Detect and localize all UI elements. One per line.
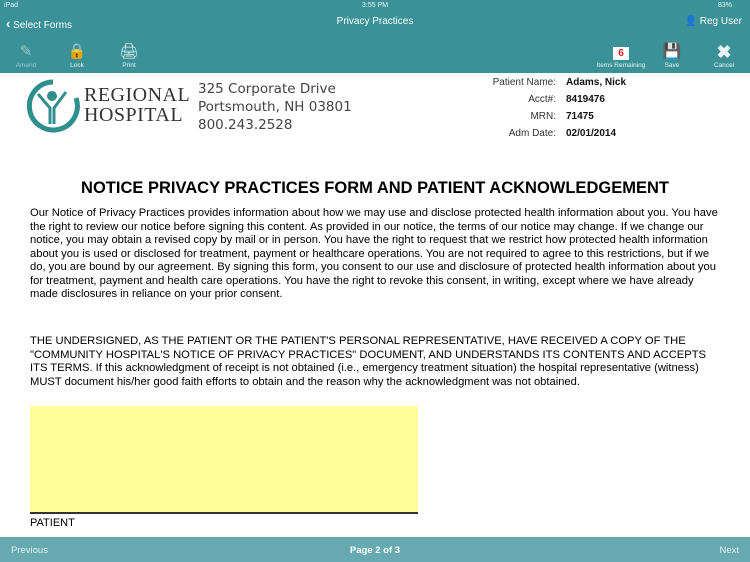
- amend-button[interactable]: ✎ Amend: [6, 44, 46, 69]
- items-remaining-badge: 6: [613, 47, 629, 60]
- pencil-icon: ✎: [19, 43, 33, 60]
- user-menu[interactable]: 👤 Reg User: [684, 16, 742, 27]
- patient-info: [470, 74, 626, 142]
- pager-bar: [0, 537, 750, 562]
- lock-icon: 🔒: [67, 43, 87, 60]
- page-title: Privacy Practices: [336, 16, 414, 27]
- close-icon: ✖: [716, 42, 732, 62]
- chevron-left-icon: ‹: [6, 16, 11, 31]
- consent-paragraph: Our Notice of Privacy Practices provides information about how we may use and disclose protected health information about you. You have the right to review our notice before signing this content. As provided in our notice, the terms of our notice may change. If we change our notice, you may obtain a revised copy by mail or in person. You have the right to request that we restrict how protected health information about you is used or disclosed for treatment, payment or healthcare operations. You are not required to agree to this restrictions, but if we do, you are bound by our agreement. By signing this form, you consent to our use and disclosure of protected health information about you for treatment, payment and health care operations. You have the right to revoke this consent, in writing, except where we have already made disclosures in reliance on your prior consent.: [30, 207, 718, 300]
- items-remaining-button[interactable]: 6 Items Remaining: [596, 48, 646, 69]
- printer-icon: 🖨: [119, 43, 139, 60]
- page-indicator: Page 2 of 3: [349, 545, 401, 556]
- account-row: Acct#: 8419476: [528, 94, 605, 105]
- save-icon: 💾: [662, 43, 682, 60]
- document-title: NOTICE PRIVACY PRACTICES FORM AND PATIENT ACKNOWLEDGEMENT: [81, 179, 669, 197]
- acknowledgement-paragraph: THE UNDERSIGNED, AS THE PATIENT OR THE PATIENT'S PERSONAL REPRESENTATIVE, HAVE RECEIVED A COPY OF THE "COMMUNITY HOSPITAL'S NOTICE OF PRIVACY PRACTICES" DOCUMENT, AND UNDERSTANDS ITS CONTENTS AND ACCEPTS ITS TERMS. If this acknowledgment of receipt is not obtained (i.e., emergency treatment situation) the hospital representative (witness) MUST document his/her good faith efforts to obtain and the reason why the acknowledgment was not obtained.: [30, 335, 707, 388]
- clock: 3:55 PM: [362, 2, 389, 9]
- save-button[interactable]: 💾 Save: [652, 44, 692, 69]
- hospital-name: REGIONAL HOSPITAL: [84, 84, 191, 126]
- previous-button[interactable]: Previous: [11, 545, 48, 556]
- hospital-logo-icon: [24, 78, 82, 134]
- admission-date-row: Adm Date: 02/01/2014: [508, 128, 617, 139]
- next-button[interactable]: Next: [719, 545, 739, 556]
- mrn-row: MRN: 71475: [530, 111, 594, 122]
- device-label: iPad: [4, 2, 19, 9]
- app-header: [0, 0, 750, 73]
- lock-button[interactable]: 🔒 Lock: [57, 44, 97, 69]
- hospital-address: 325 Corporate Drive Portsmouth, NH 03801 800.243.2528: [198, 81, 352, 133]
- patient-signature-field[interactable]: [30, 406, 418, 514]
- print-button[interactable]: 🖨 Print: [109, 44, 149, 69]
- patient-name-row: Patient Name: Adams, Nick: [492, 77, 627, 88]
- cancel-button[interactable]: ✖ Cancel: [704, 44, 744, 69]
- battery-level: 83%: [717, 2, 732, 9]
- back-button[interactable]: ‹ Select Forms: [6, 16, 73, 31]
- signature-label: PATIENT: [30, 517, 75, 529]
- user-icon: 👤: [684, 16, 697, 27]
